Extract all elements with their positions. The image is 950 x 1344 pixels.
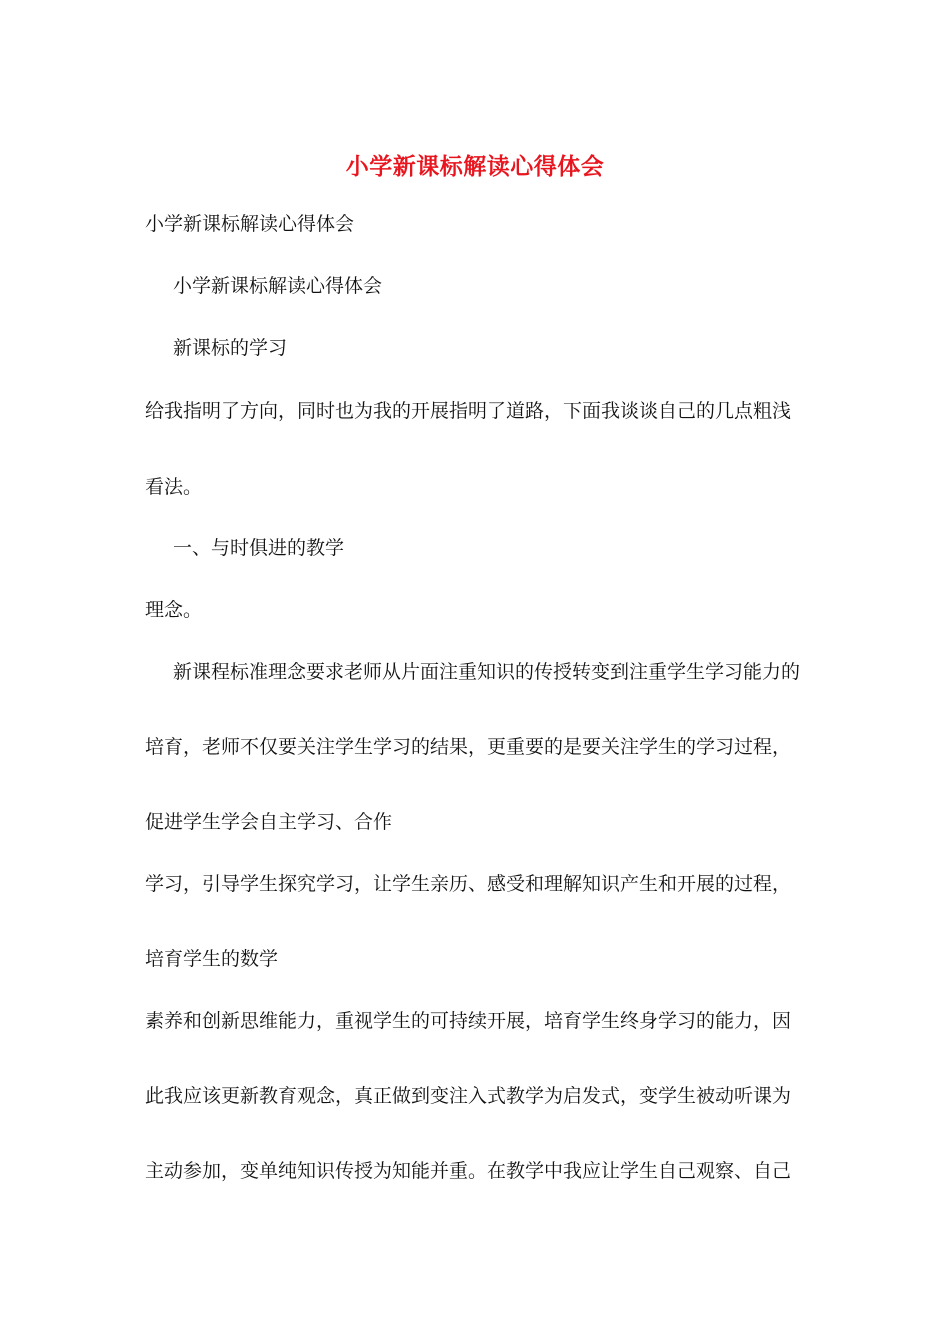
text-line: 促进学生学会自主学习、合作 [145,811,393,833]
text-line: 培育学生的数学 [145,948,279,970]
text-line: 理念。 [145,599,203,621]
text-line: 给我指明了方向，同时也为我的开展指明了道路，下面我谈谈自己的几点粗浅 [145,400,792,422]
text-line: 培育，老师不仅要关注学生学习的结果，更重要的是要关注学生的学习过程， [145,736,792,758]
text-line: 主动参加，变单纯知识传授为知能并重。在教学中我应让学生自己观察、自己 [145,1160,792,1182]
text-line: 一、与时俱进的教学 [173,537,345,559]
text-line: 小学新课标解读心得体会 [145,213,355,235]
text-line: 此我应该更新教育观念，真正做到变注入式教学为启发式，变学生被动听课为 [145,1085,792,1107]
text-line: 新课程标准理念要求老师从片面注重知识的传授转变到注重学生学习能力的 [173,661,801,683]
text-line: 素养和创新思维能力，重视学生的可持续开展，培育学生终身学习的能力，因 [145,1010,792,1032]
text-line: 小学新课标解读心得体会 [173,275,383,297]
document-title: 小学新课标解读心得体会 [345,153,605,180]
text-line: 看法。 [145,476,203,498]
text-line: 新课标的学习 [173,337,288,359]
text-line: 学习，引导学生探究学习，让学生亲历、感受和理解知识产生和开展的过程， [145,873,792,895]
